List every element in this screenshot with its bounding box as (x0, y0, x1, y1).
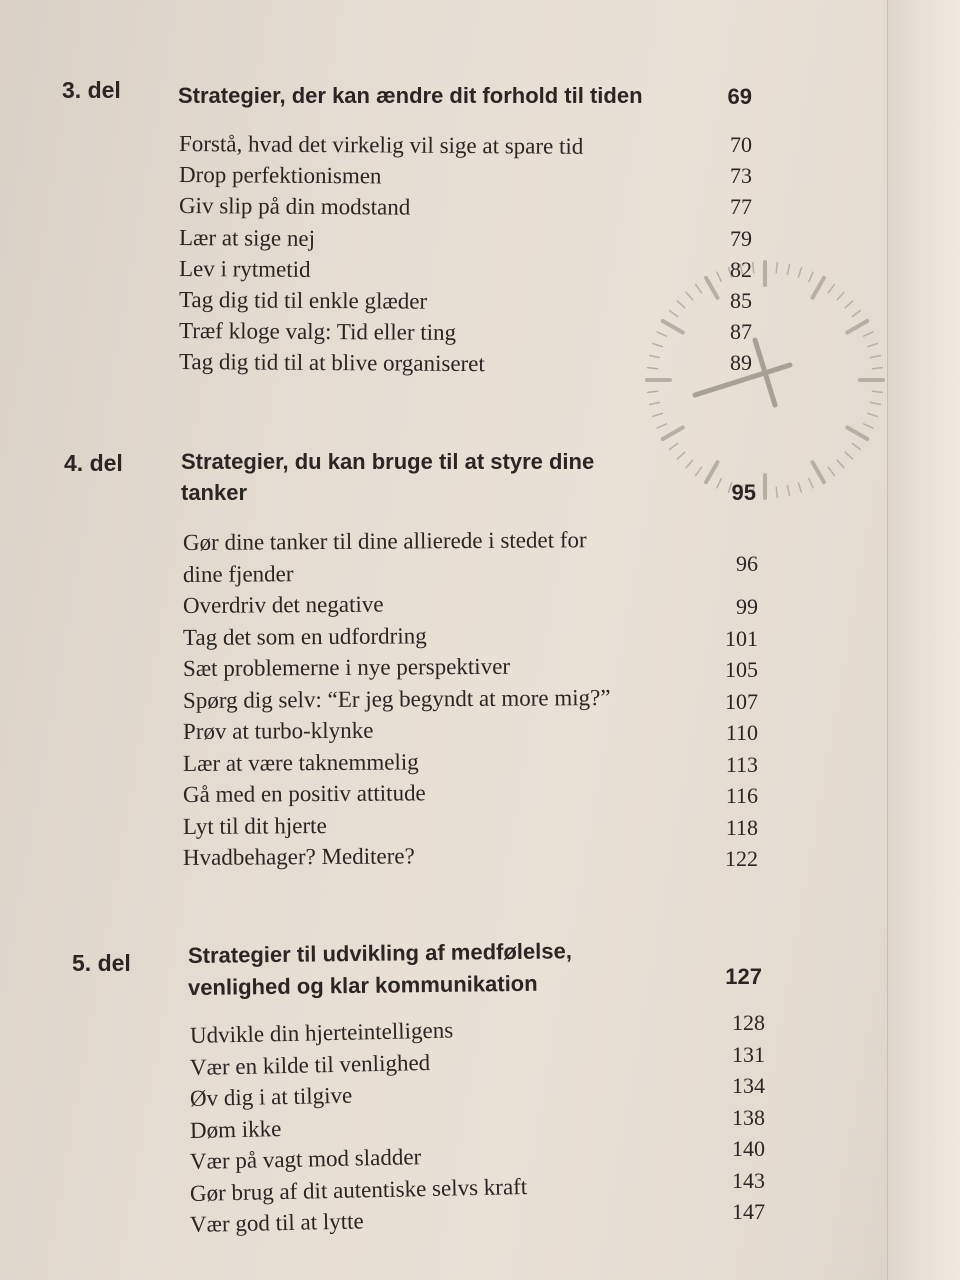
toc-entry-title: Træf kloge valg: Tid eller ting (178, 318, 457, 346)
toc-entry-title: Gå med en positiv attitude (182, 780, 426, 807)
part-title: Strategier til udvikling af medfølelse, (187, 938, 572, 968)
part-title-line2: tanker (181, 480, 248, 505)
toc-entry-page-number: 131 (732, 1041, 765, 1067)
toc-entry-page-number: 147 (732, 1199, 765, 1224)
toc-entry-page-number: 85 (730, 288, 752, 313)
toc-entry-title: Lær at være taknemmelig (182, 748, 419, 776)
toc-entry-title: Hvadbehager? Meditere? (182, 843, 415, 870)
toc-entry-title: Tag dig tid til enkle glæder (178, 287, 428, 314)
part-title: Strategier, der kan ændre dit forhold til tiden (178, 83, 643, 108)
part-page-number: 69 (727, 84, 752, 109)
toc-entry-title: Drop perfektionismen (178, 162, 382, 189)
toc-entry-title: Gør brug af dit autentiske selvs kraft (189, 1173, 528, 1206)
toc-entry-page-number: 99 (736, 594, 758, 619)
toc-entry-page-number: 143 (732, 1167, 765, 1193)
toc-entry-page-number: 96 (736, 550, 758, 576)
toc-entry-title: Lev i rytmetid (178, 255, 311, 282)
toc-entry-page-number: 101 (725, 625, 758, 651)
part-label: 3. del (62, 77, 121, 103)
toc-entry-page-number: 82 (730, 256, 752, 282)
toc-entry-title: Prøv at turbo-klynke (182, 717, 374, 744)
toc-entry-page-number: 140 (732, 1136, 765, 1161)
toc-entry-page-number: 79 (730, 225, 752, 251)
toc-entry-title: Vær god til at lytte (189, 1208, 364, 1237)
part-title-line2: venlighed og klar kommunikation (187, 970, 538, 1000)
page-edge (887, 0, 960, 1280)
toc-entry-title: Gør dine tanker til dine allierede i stedet for (182, 527, 587, 555)
part-title: Strategier, du kan bruge til at styre dine (181, 449, 595, 474)
toc-entry-title: Tag dig tid til at blive organiseret (178, 349, 485, 377)
toc-entry-page-number: 87 (730, 319, 752, 345)
toc-entry-page-number: 118 (725, 814, 758, 840)
toc-entry-page-number: 110 (725, 720, 758, 745)
toc-entry-page-number: 89 (730, 350, 752, 376)
toc-entry-title: Udvikle din hjerteintelligens (189, 1017, 454, 1048)
part-label: 4. del (64, 450, 123, 476)
toc-entry-page-number: 122 (725, 846, 758, 871)
part-page-number: 95 (731, 480, 756, 505)
part-page-number: 127 (725, 964, 762, 989)
toc-entry-title: Lyt til dit hjerte (182, 812, 327, 839)
toc-entry-page-number: 113 (725, 751, 758, 777)
toc-entry-title: Lær at sige nej (178, 224, 316, 251)
toc-entry-title: Øv dig i at tilgive (189, 1082, 353, 1111)
toc-entry-title-line2: dine fjender (182, 560, 294, 587)
toc-entry-page-number: 134 (732, 1073, 765, 1098)
toc-entry-title: Sæt problemerne i nye perspektiver (182, 653, 511, 681)
toc-entry-title: Overdriv det negative (182, 591, 384, 618)
toc-entry-page-number: 73 (730, 163, 752, 189)
toc-entry-page-number: 138 (732, 1104, 765, 1130)
toc-entry-title: Tag det som en udfordring (182, 622, 427, 650)
toc-entry-title: Vær en kilde til venlighed (189, 1049, 431, 1080)
clock-watermark-icon (640, 255, 890, 505)
toc-entry-title: Forstå, hvad det virkelig vil sige at spare tid (178, 131, 584, 159)
toc-entry-title: Døm ikke (189, 1115, 282, 1143)
toc-entry-title: Vær på vagt mod sladder (189, 1144, 422, 1174)
toc-entry-title: Giv slip på din modstand (178, 193, 411, 221)
toc-entry-page-number: 105 (725, 657, 758, 682)
toc-entry-page-number: 107 (725, 688, 758, 714)
toc-entry-page-number: 116 (725, 783, 758, 808)
toc-entry-page-number: 70 (730, 132, 752, 157)
toc-entry-page-number: 77 (730, 194, 752, 220)
toc-entry-page-number: 128 (732, 1010, 765, 1035)
toc-entry-title: Spørg dig selv: “Er jeg begyndt at more mig?” (182, 684, 611, 713)
part-label: 5. del (72, 950, 131, 976)
